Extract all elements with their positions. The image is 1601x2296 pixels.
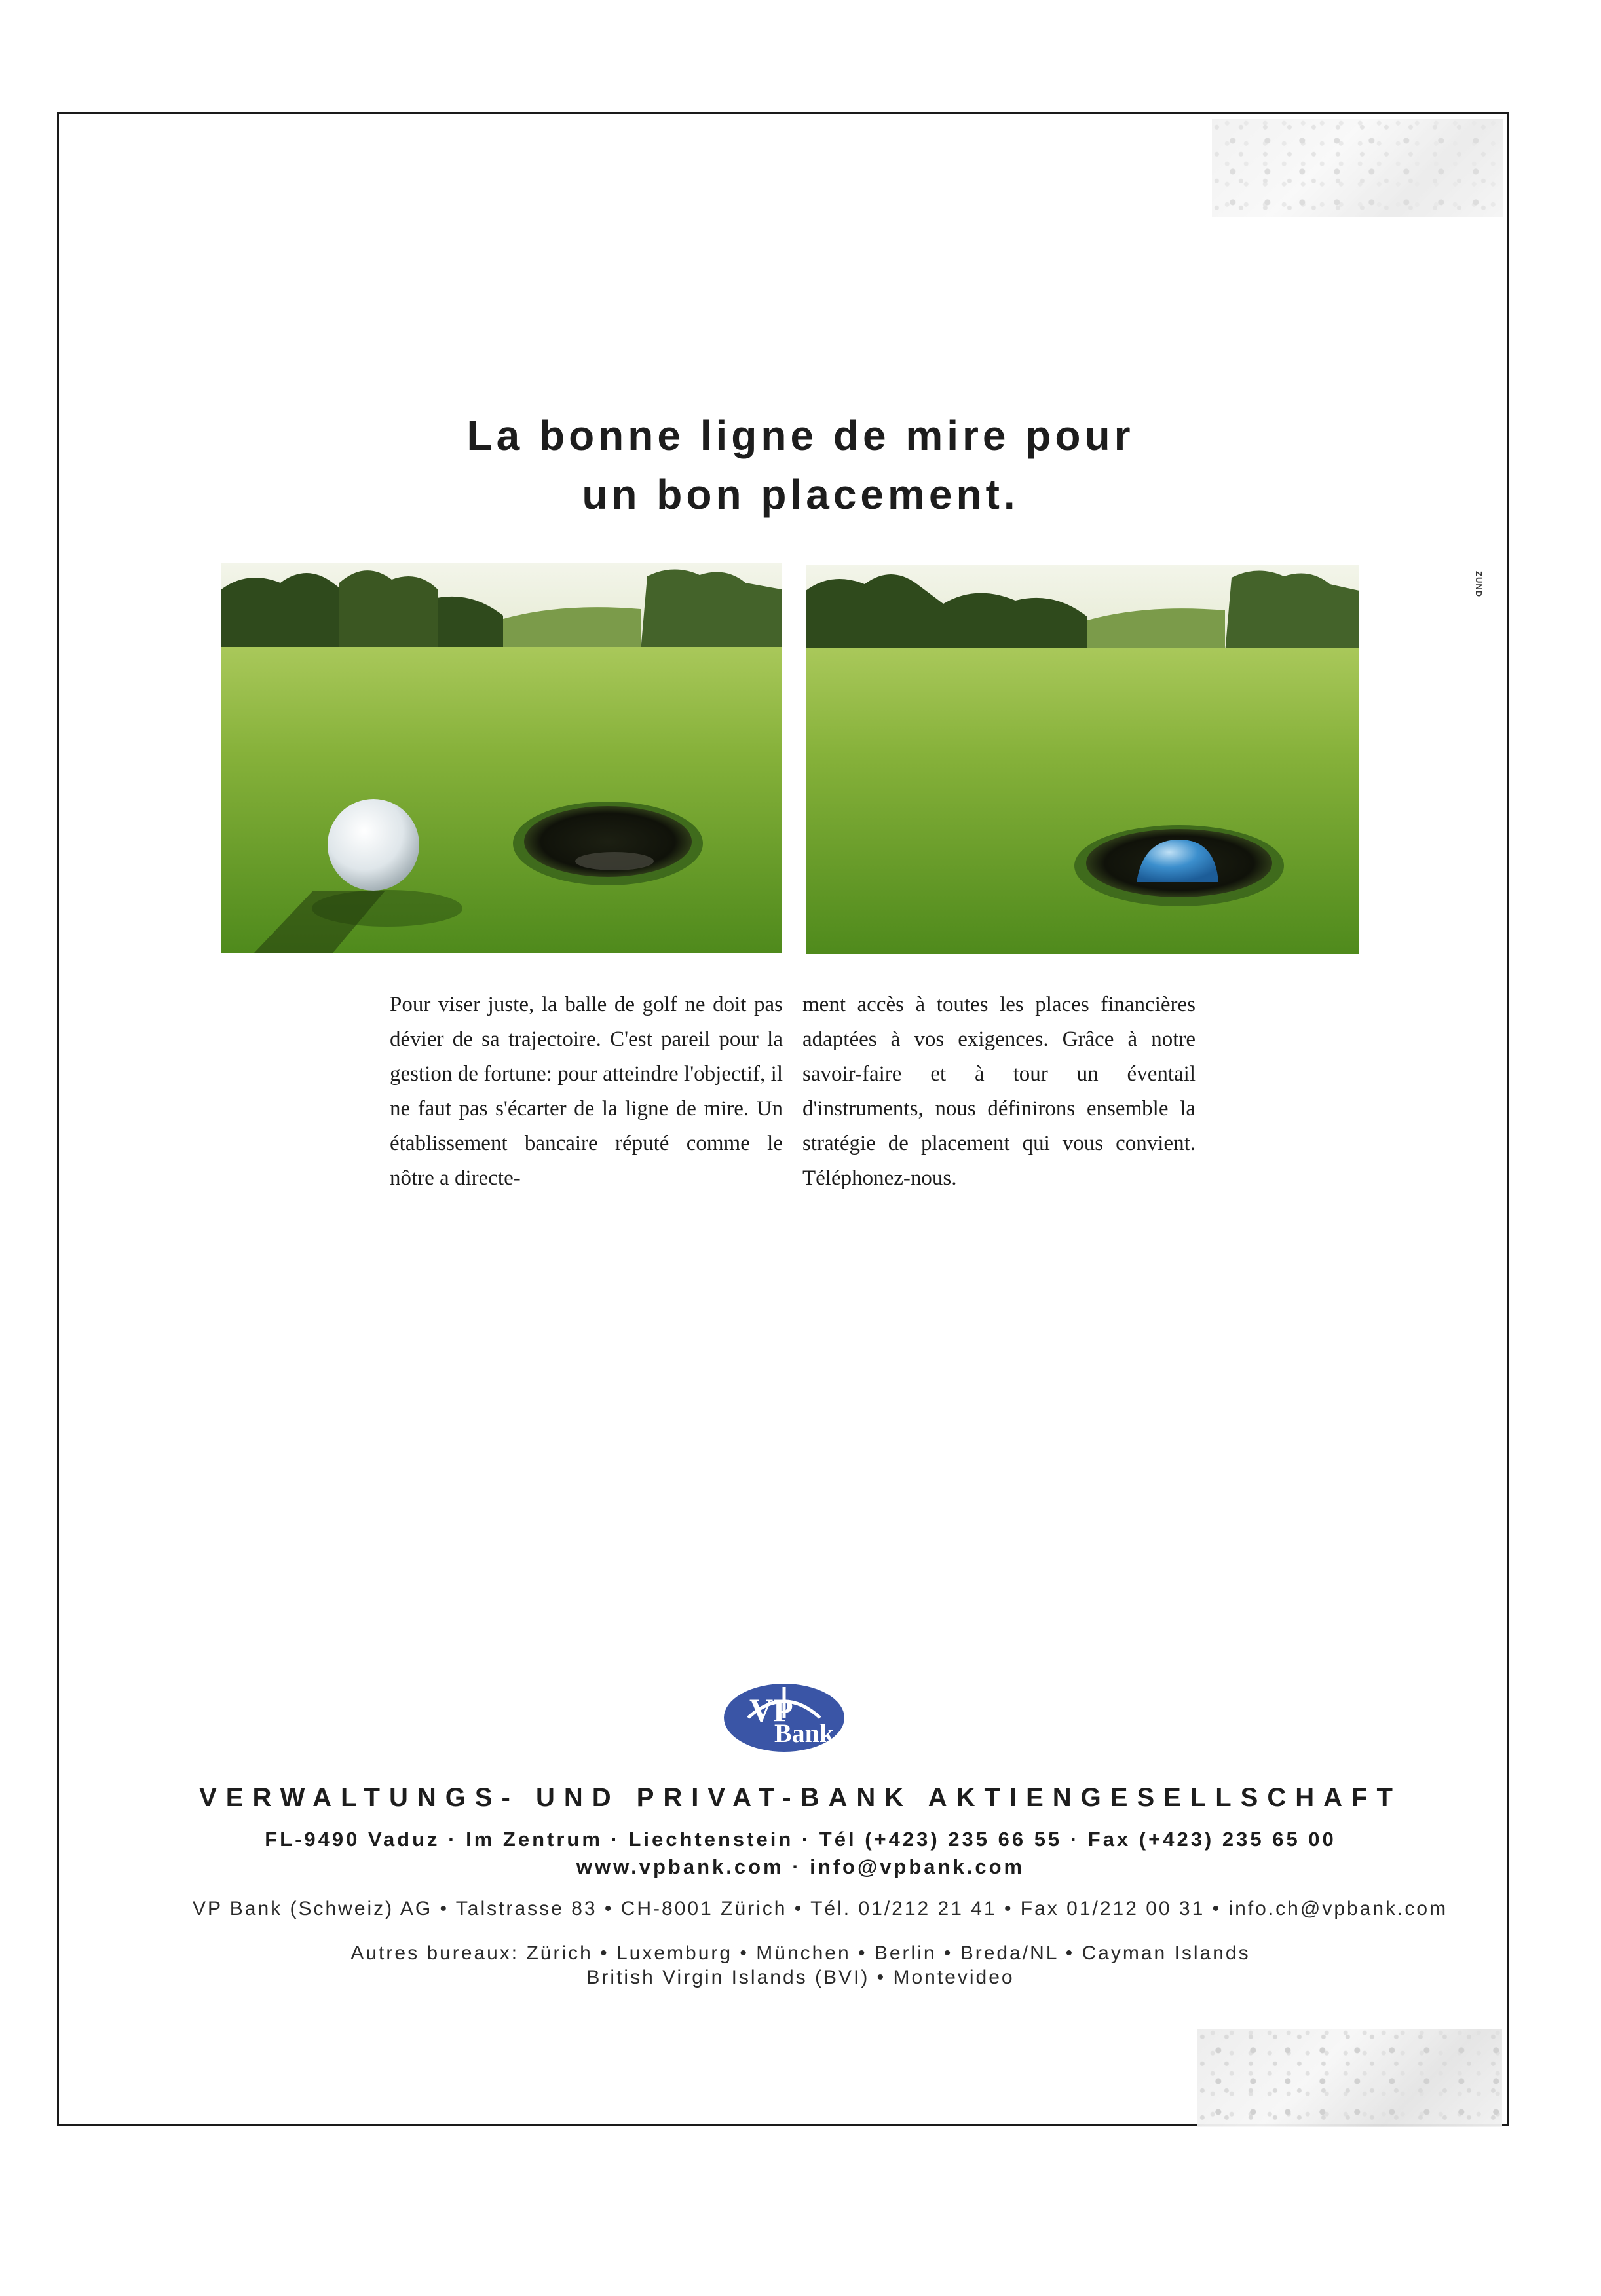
- headline-line-1: La bonne ligne de mire pour: [466, 412, 1135, 459]
- photo-ball-in-hole: [806, 565, 1359, 954]
- paper-texture-bottom: [1197, 2029, 1502, 2127]
- logo-letters: VP: [749, 1692, 793, 1728]
- address-line-2: www.vpbank.com · info@vpbank.com: [576, 1855, 1025, 1878]
- body-text-column-2: ment accès à toutes les places financières adaptées à vos exigences. Grâce à notre savoir-faire et à tour un éventail d'instruments, nous définirons ensemble la stratégie de placement qui vous convient. Téléphonez-nous.: [802, 993, 1196, 1190]
- other-offices-line-1: Autres bureaux: Zürich • Luxemburg • München • Berlin • Breda/NL • Cayman Islands: [350, 1942, 1251, 1964]
- swiss-office-line: VP Bank (Schweiz) AG • Talstrasse 83 • CH-8001 Zürich • Tél. 01/212 21 41 • Fax 01/212 00 31 • info.ch@vpbank.com: [192, 1898, 1448, 1919]
- address-line-1: FL-9490 Vaduz · Im Zentrum · Liechtenstein · Tél (+423) 235 66 55 · Fax (+423) 235 65 00: [265, 1828, 1336, 1851]
- body-text-column-1: Pour viser juste, la balle de golf ne doit pas dévier de sa trajectoire. C'est pareil pour la gestion de fortune: pour atteindre l'objectif, il ne faut pas s'écarter de la ligne de mire. Un établissement bancaire réputé comme le nôtre a directe-: [390, 993, 783, 1190]
- headline-line-2: un bon placement.: [582, 471, 1019, 518]
- other-offices-line-2: British Virgin Islands (BVI) • Montevideo: [586, 1967, 1015, 1988]
- company-name: VERWALTUNGS- UND PRIVAT-BANK AKTIENGESELLSCHAFT: [199, 1783, 1402, 1812]
- agency-mark: ZUND: [1474, 571, 1484, 598]
- paper-texture-top: [1212, 119, 1503, 217]
- vp-bank-logo-graphic: [722, 1682, 846, 1754]
- golf-photo-left-graphic: [221, 563, 782, 953]
- vp-bank-logo: [722, 1682, 846, 1754]
- golf-photo-right-graphic: [806, 565, 1359, 954]
- logo-word: Bank: [774, 1718, 835, 1748]
- headline: [0, 406, 1601, 524]
- photo-ball-beside-hole: [221, 563, 782, 953]
